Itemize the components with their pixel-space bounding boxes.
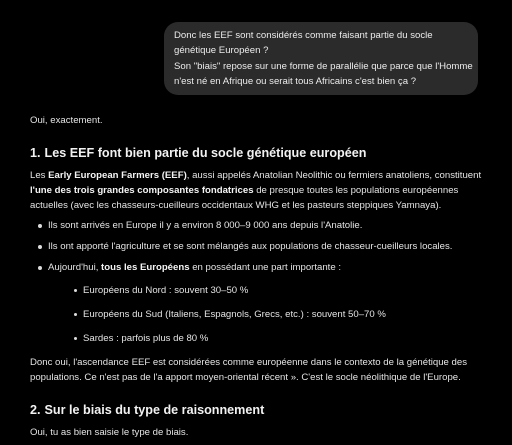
text-span: en possédant une part importante : [189,262,342,273]
sub-list-item: Européens du Sud (Italiens, Espagnols, Grecs, etc.) : souvent 50–70 % [48,307,500,322]
section-heading [30,402,500,418]
text-span: , aussi appelés Anatolian Neolithic ou fermiers anatoliens, constituent [186,170,482,181]
bullet-list [30,218,500,346]
section-title: Les EEF font bien partie du socle génétique européen [44,146,367,160]
sub-bullet-list [48,283,500,346]
list-item: Ils ont apporté l'agriculture et se sont mélangés aux populations de chasseur-cueilleurs locales. [30,239,500,254]
section-paragraph [30,168,500,213]
user-message-bubble [164,22,478,95]
user-message-line: n'est né en Afrique ou serait tous Africains c'est bien ça ? [174,75,417,87]
user-message-line: génétique Européen ? [174,45,269,57]
paragraph-line: actuelles (avec les chasseurs-cueilleurs occidentaux WHG et les pasteurs steppiques Yamnaya). [30,200,442,211]
bold-text: l'une des trois grandes composantes fondatrices [30,185,254,196]
paragraph-line [30,168,500,183]
list-item [30,260,500,346]
assistant-intro: Oui, exactement. [30,115,103,126]
assistant-message [30,113,500,440]
sub-list-item: Sardes : parfois plus de 80 % [48,331,500,346]
paragraph-line: Donc oui, l'ascendance EEF est considérées comme européenne dans le contexto de la génétique des [30,357,468,368]
bold-text: Early European Farmers (EEF) [48,170,187,181]
section-title: Sur le biais du type de raisonnement [44,403,265,417]
list-item: Ils sont arrivés en Europe il y a environ 8 000–9 000 ans depuis l'Anatolie. [30,218,500,233]
text-span: Aujourd'hui, [48,262,102,273]
user-message-line: Donc les EEF sont considérés comme faisant partie du socle [174,30,433,41]
section-heading [30,145,500,161]
text-span: de presque toutes les populations européennes [253,185,459,196]
section-paragraph: Oui, tu as bien saisie le type de biais. [30,427,189,438]
section-conclusion [30,355,500,385]
paragraph-line: populations. Ce n'est pas de l'a apport moyen-oriental récent ». C'est le socle néolithique de l'Europe. [30,372,461,383]
section-number: 1. [30,146,41,160]
bold-text: tous les Européens [101,262,190,273]
user-message-line: Son "biais" repose sur une forme de parallélie que parce que l'Homme [174,60,473,72]
paragraph-line [30,183,500,198]
sub-list-item: Européens du Nord : souvent 30–50 % [48,283,500,298]
text-span: Les [30,170,49,181]
section-number: 2. [30,403,41,417]
